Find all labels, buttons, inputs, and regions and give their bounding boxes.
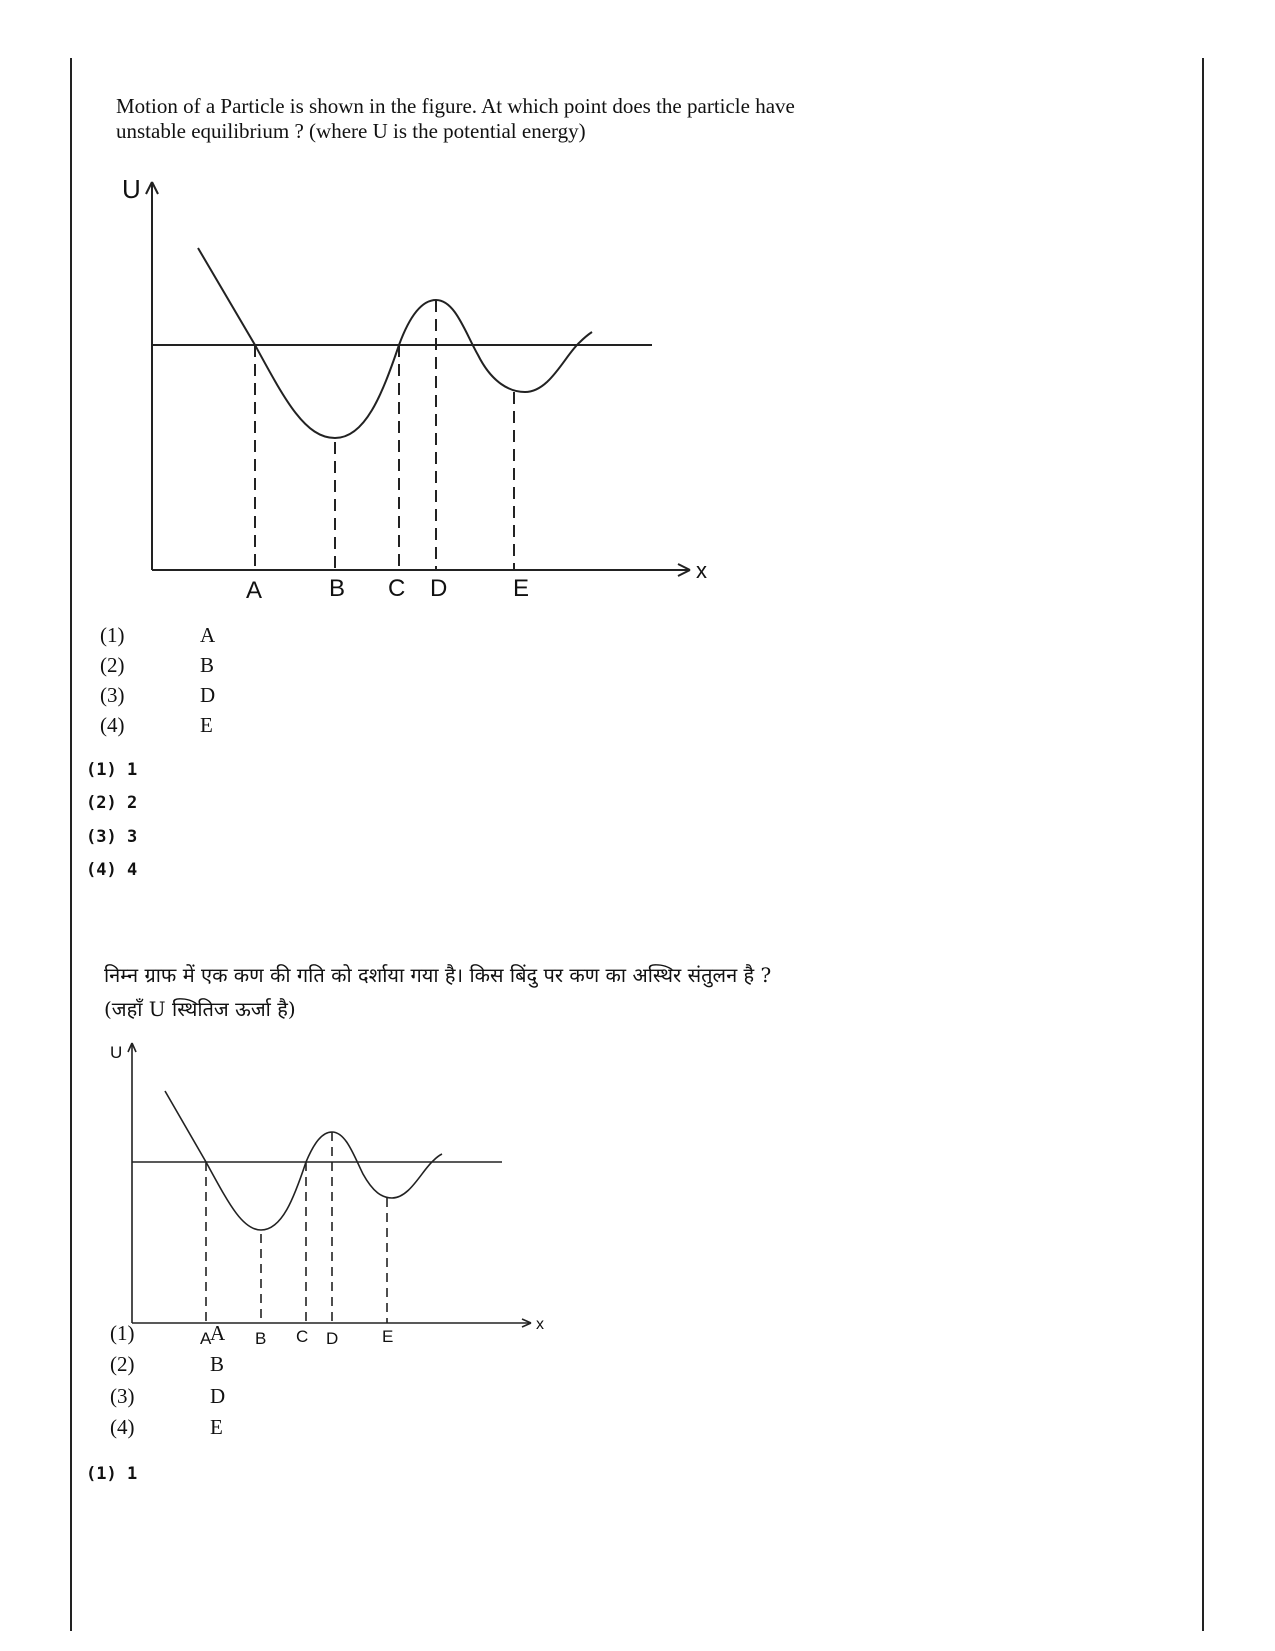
point-label-small-E: E: [382, 1327, 394, 1346]
option-2: (2) B: [100, 653, 215, 677]
potential-energy-graph-en: [110, 170, 730, 610]
point-label-small-C: C: [296, 1327, 309, 1346]
point-label-small-B: B: [255, 1329, 267, 1348]
answer-choice-3[interactable]: (3) 3: [86, 827, 138, 847]
point-label-C: C: [388, 575, 406, 602]
point-label-E: E: [513, 575, 530, 602]
right-margin-rule: [1202, 58, 1204, 1631]
answer-choice-4[interactable]: (4) 4: [86, 860, 138, 880]
y-axis-label: U: [122, 174, 141, 204]
question-text-en: [116, 94, 876, 144]
y-axis-label-small: U: [110, 1043, 123, 1062]
question-text-hi: [104, 958, 904, 1026]
answer-choice-2[interactable]: (2) 2: [86, 793, 138, 813]
option-hi-2: (2) B: [110, 1352, 225, 1376]
answer-choice-1[interactable]: (1) 1: [86, 760, 138, 780]
option-1: (1) A: [100, 623, 216, 647]
point-label-B: B: [329, 575, 346, 602]
question-line-1: Motion of a Particle is shown in the figure. At which point does the particle have: [116, 94, 795, 118]
answer-choice-hi-1[interactable]: (1) 1: [86, 1464, 138, 1484]
potential-curve: [198, 248, 592, 438]
option-3: (3) D: [100, 683, 216, 707]
point-label-D: D: [430, 575, 448, 602]
question-hi-line-2: (जहाँ U स्थितिज ऊर्जा है): [104, 997, 296, 1021]
left-margin-rule: [70, 58, 72, 1631]
question-hi-line-1: निम्न ग्राफ में एक कण की गति को दर्शाया गया है। किस बिंदु पर कण का अस्थिर संतुलन है ?: [104, 963, 772, 987]
option-hi-1: (1) A: [110, 1321, 226, 1345]
point-label-A: A: [246, 577, 263, 604]
x-axis-label: x: [696, 558, 707, 583]
potential-energy-graph-hi: [100, 1038, 560, 1348]
point-label-small-D: D: [326, 1329, 339, 1348]
option-hi-4: (4) E: [110, 1415, 223, 1439]
option-hi-3: (3) D: [110, 1384, 226, 1408]
x-axis-label-small: x: [536, 1316, 544, 1333]
point-label-small-A: A: [200, 1329, 212, 1348]
question-line-2: unstable equilibrium ? (where U is the potential energy): [116, 119, 586, 143]
option-4: (4) E: [100, 713, 213, 737]
